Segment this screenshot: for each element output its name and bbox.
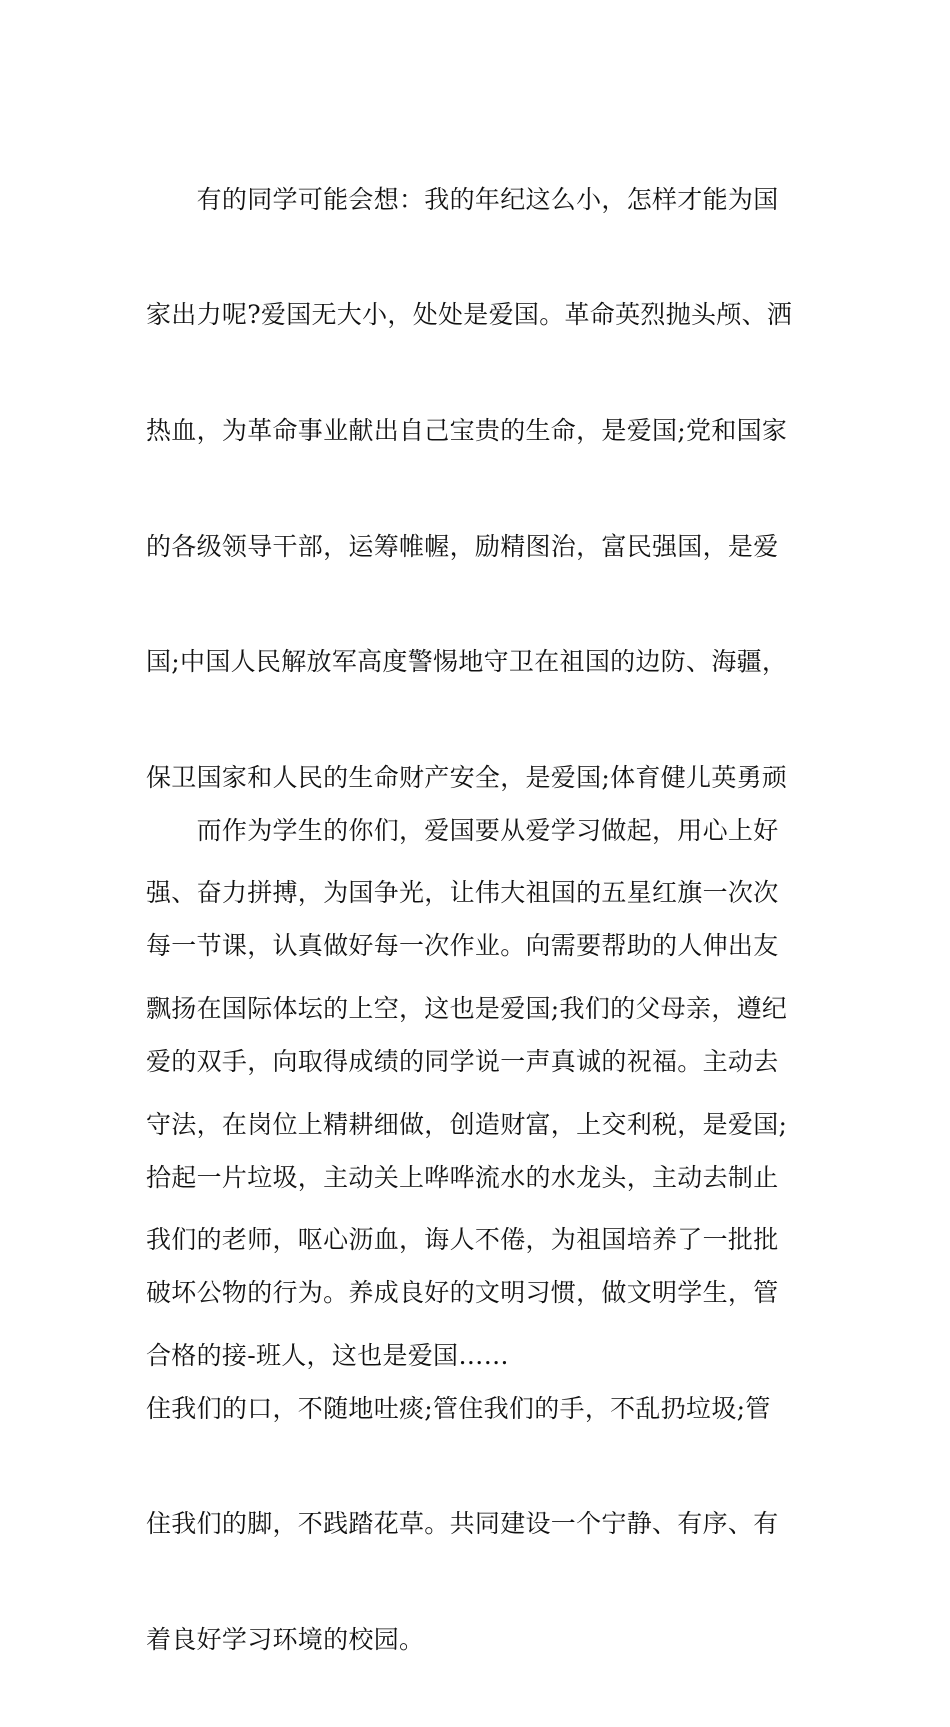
text-line: 的各级领导干部，运筹帷幄，励精图治，富民强国，是爱 [146, 531, 779, 561]
text-line: 有的同学可能会想：我的年纪这么小，怎样才能为国 [146, 184, 779, 214]
text-line: 住我们的脚，不践踏花草。共同建设一个宁静、有序、有 [146, 1509, 779, 1539]
text-line: 保卫国家和人民的生命财产安全，是爱国;体育健儿英勇顽 [146, 762, 788, 792]
text-line: 守法，在岗位上精耕细做，创造财富，上交利税，是爱国; [146, 1109, 788, 1139]
text-line: 强、奋力拼搏，为国争光，让伟大祖国的五星红旗一次次 [146, 878, 779, 908]
text-line: 拾起一片垃圾，主动关上哗哗流水的水龙头，主动去制止 [146, 1162, 779, 1192]
text-line: 国;中国人民解放军高度警惕地守卫在祖国的边防、海疆， [146, 647, 788, 677]
text-line: 破坏公物的行为。养成良好的文明习惯，做文明学生，管 [146, 1278, 779, 1308]
text-line: 而作为学生的你们，爱国要从爱学习做起，用心上好 [146, 815, 779, 845]
text-line: 家出力呢?爱国无大小，处处是爱国。革命英烈抛头颅、洒 [146, 300, 793, 330]
text-line: 合格的接-班人，这也是爱国…… [146, 1340, 509, 1370]
text-line: 住我们的口，不随地吐痰;管住我们的手，不乱扔垃圾;管 [146, 1393, 771, 1423]
text-line: 着良好学习环境的校园。 [146, 1624, 425, 1654]
text-line: 爱的双手，向取得成绩的同学说一声真诚的祝福。主动去 [146, 1046, 779, 1076]
text-line: 我们的老师，呕心沥血，诲人不倦，为祖国培养了一批批 [146, 1225, 779, 1255]
text-line: 热血，为革命事业献出自己宝贵的生命，是爱国;党和国家 [146, 415, 788, 445]
text-line: 每一节课，认真做好每一次作业。向需要帮助的人伸出友 [146, 931, 779, 961]
text-line: 飘扬在国际体坛的上空，这也是爱国;我们的父母亲，遵纪 [146, 993, 788, 1023]
paragraph-2 [146, 744, 806, 1727]
